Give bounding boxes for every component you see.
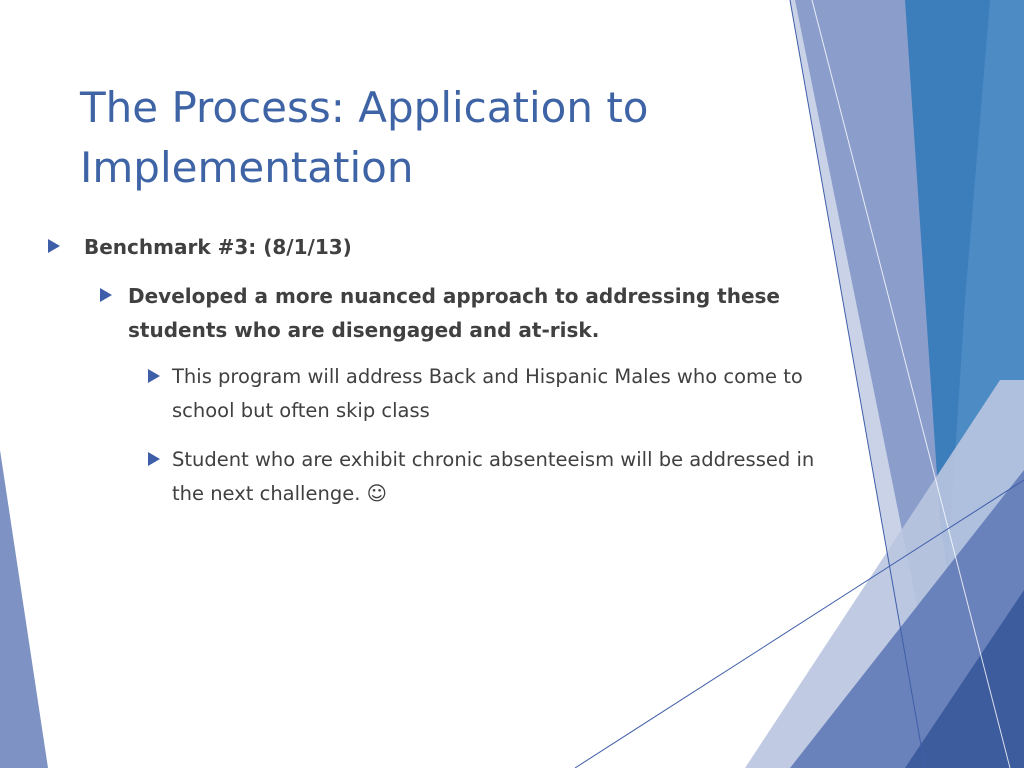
- bullet-level2: [100, 279, 820, 347]
- bullet-text: Student who are exhibit chronic absenteeism will be addressed in the next challenge. ☺: [172, 448, 815, 505]
- bullet-level1: [48, 230, 748, 264]
- bullet-arrow-icon: [100, 288, 112, 302]
- bullet-text: Developed a more nuanced approach to addressing these students who are disengaged and at-risk.: [128, 284, 780, 342]
- bullet-text: This program will address Back and Hispanic Males who come to school but often skip class: [172, 365, 803, 422]
- slide-title: The Process: Application to Implementation: [80, 83, 649, 192]
- bullet-arrow-icon: [48, 239, 60, 253]
- bullet-text: Benchmark #3: (8/1/13): [84, 235, 352, 259]
- bullet-level3: [148, 443, 828, 511]
- bullet-arrow-icon: [148, 452, 160, 466]
- bullet-arrow-icon: [148, 369, 160, 383]
- bullet-level3: [148, 360, 828, 428]
